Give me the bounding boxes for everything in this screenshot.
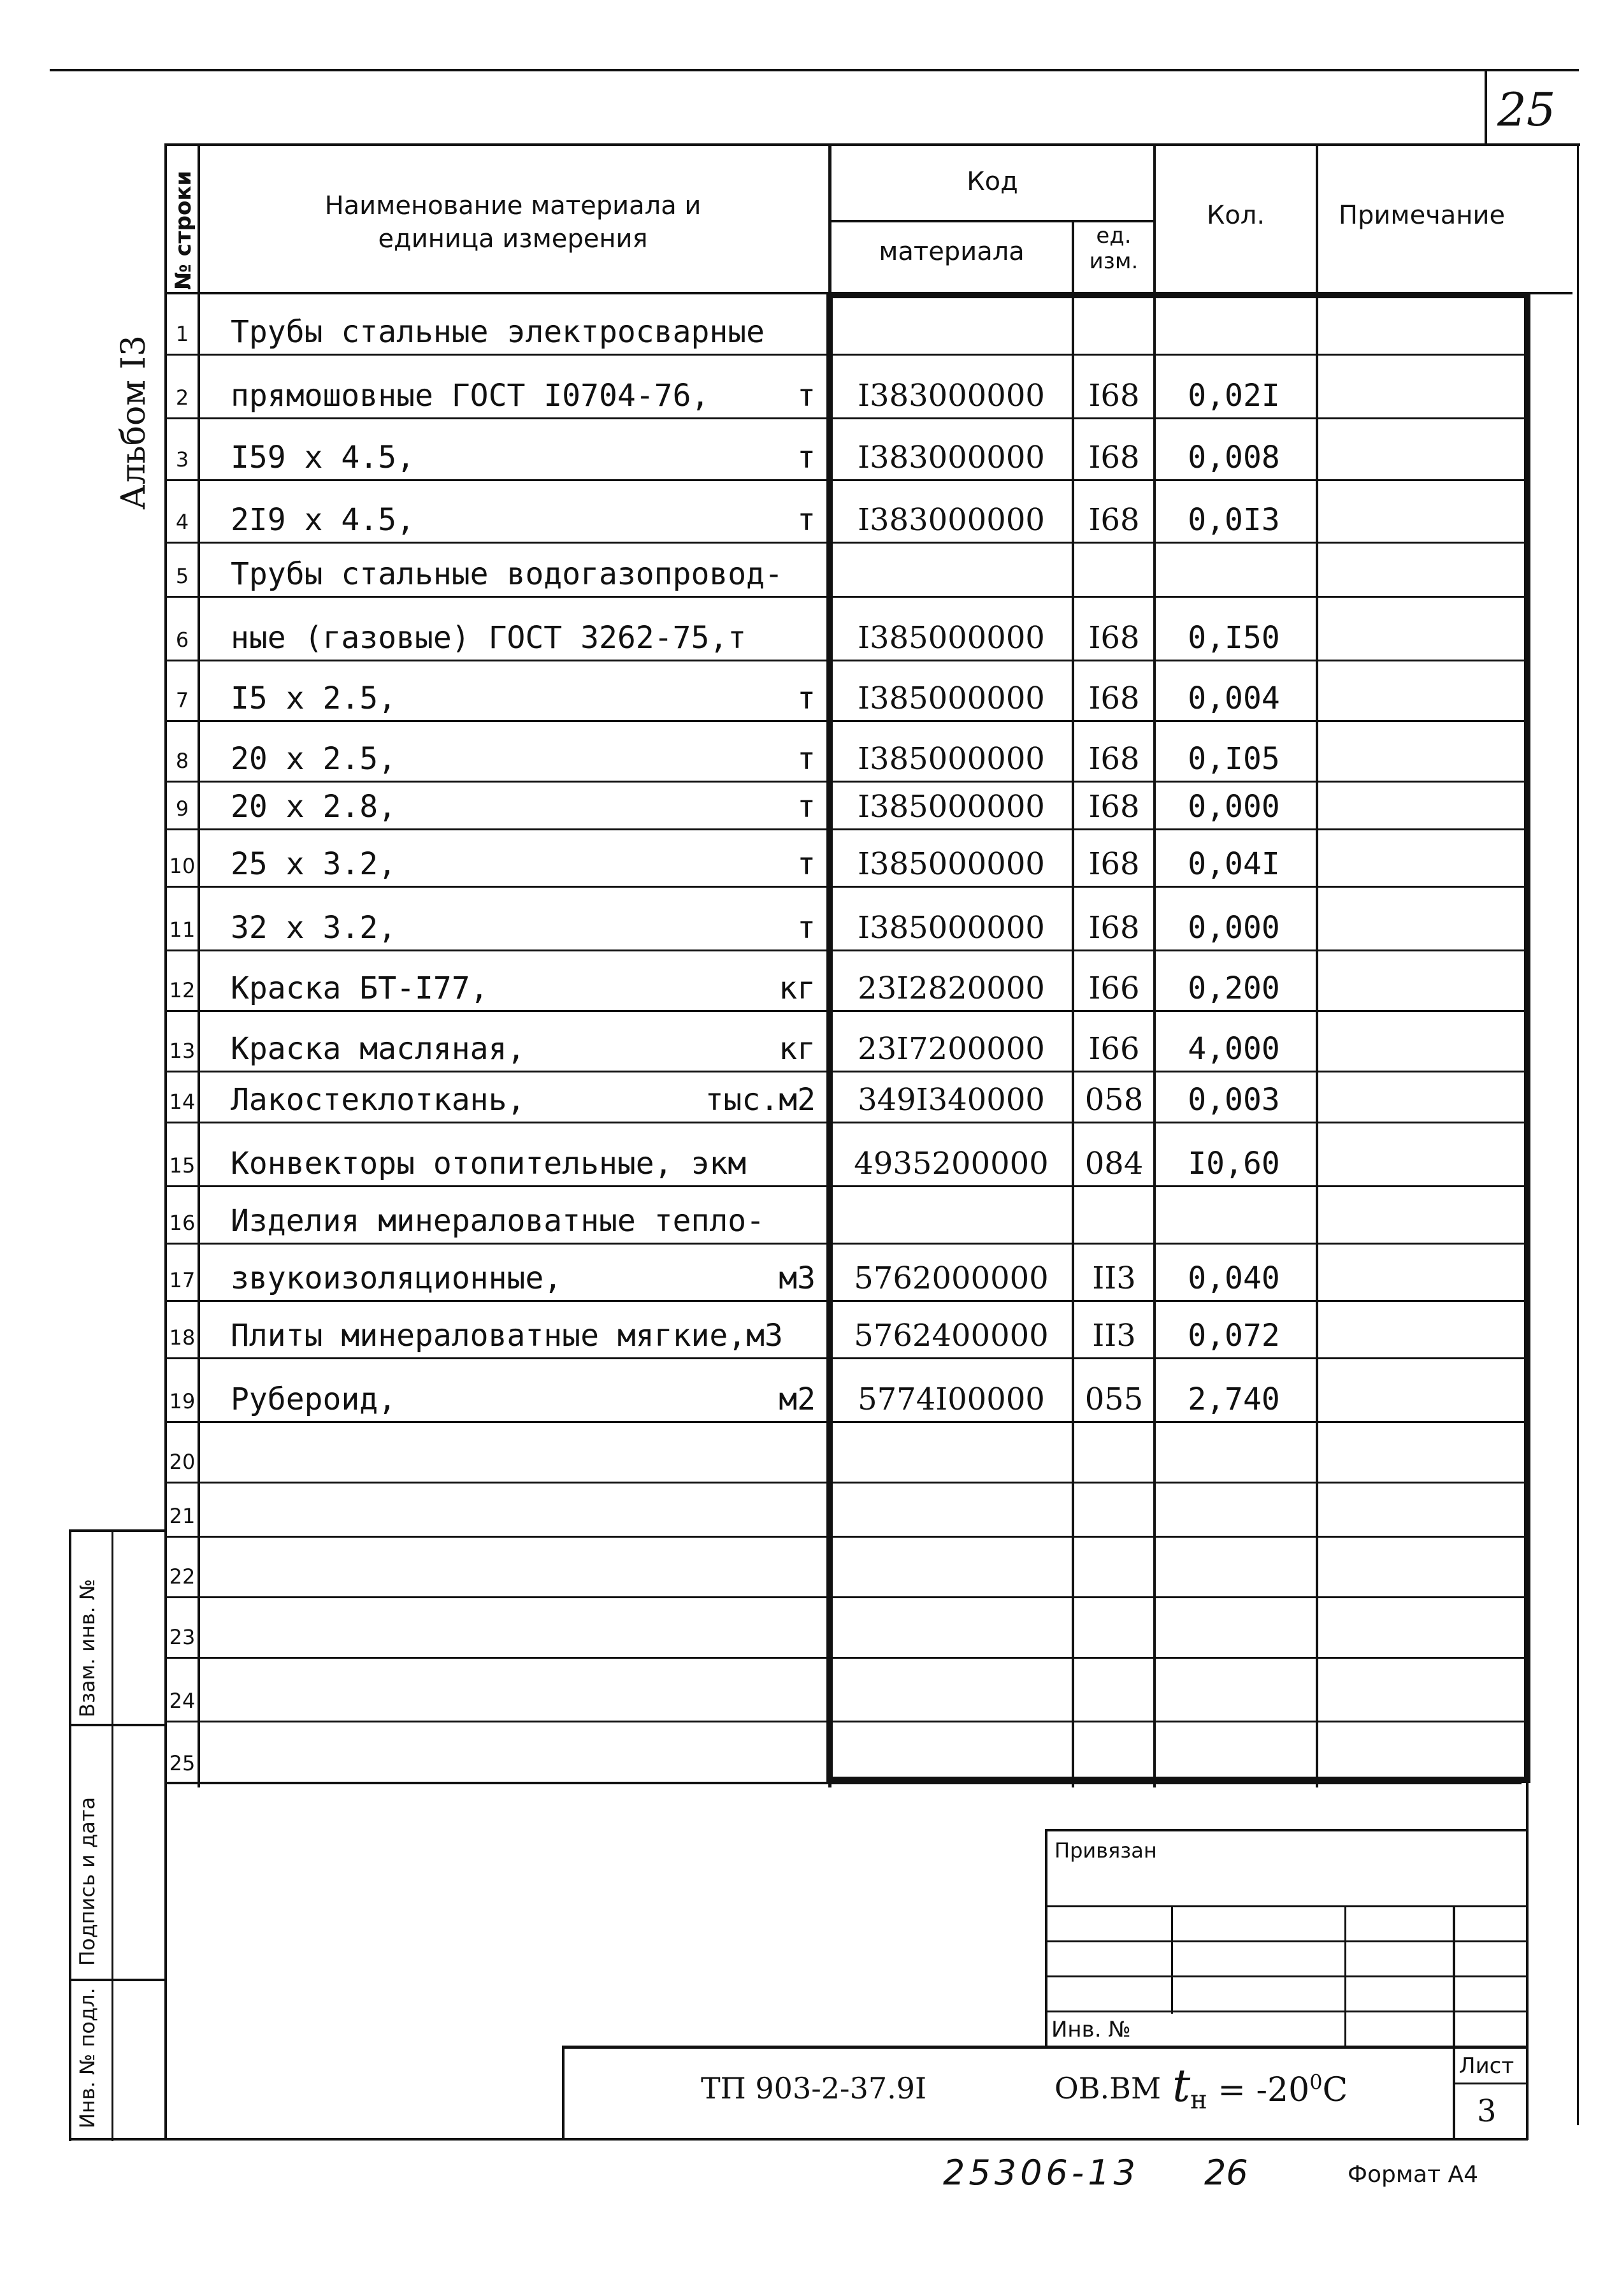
row-code: 349I340000 <box>858 1082 1045 1118</box>
row-quantity: 0,000 <box>1188 910 1280 946</box>
top-rule <box>50 69 1579 71</box>
row-quantity: 0,02I <box>1188 378 1280 414</box>
mark: ОВ.ВМ <box>1054 2071 1162 2105</box>
row-unit-code: II3 <box>1092 1260 1136 1296</box>
row-code: I383000000 <box>858 440 1045 475</box>
row-number: 7 <box>175 688 189 712</box>
row-unit: т <box>797 440 816 475</box>
row-unit: т <box>797 378 816 414</box>
stamp-vzam-inv: Взам. инв. № <box>75 1578 99 1717</box>
row-quantity: 0,008 <box>1188 440 1280 475</box>
row-name: I5 x 2.5, <box>231 681 397 716</box>
header-code-unit-2: изм. <box>1089 249 1139 274</box>
row-unit: т <box>797 681 816 716</box>
row-unit-code: 055 <box>1084 1382 1144 1417</box>
temp-degree: 0 <box>1309 2070 1323 2095</box>
list-label: Лист <box>1459 2053 1515 2079</box>
right-outer-border <box>1577 143 1579 2125</box>
header-note: Примечание <box>1338 201 1506 230</box>
sheet-number-top: 25 <box>1497 83 1556 136</box>
row-name: 32 x 3.2, <box>231 910 397 946</box>
row-number: 8 <box>175 749 189 773</box>
row-code: I385000000 <box>858 741 1045 777</box>
footer-number: 25306-13 <box>943 2153 1139 2193</box>
header-code-material: материала <box>879 237 1025 266</box>
row-separator <box>166 1185 1529 1187</box>
row-quantity: 0,0I3 <box>1188 502 1280 538</box>
row-code: I385000000 <box>858 681 1045 716</box>
row-separator <box>166 828 1529 830</box>
row-separator <box>166 1721 1529 1722</box>
row-code: I383000000 <box>858 378 1045 414</box>
row-name: 20 x 2.5, <box>231 741 397 777</box>
row-unit-code: 084 <box>1084 1146 1144 1181</box>
row-quantity: 0,000 <box>1188 789 1280 825</box>
row-name: Конвекторы отопительные, экм <box>231 1146 747 1181</box>
row-number: 6 <box>175 628 189 652</box>
row-quantity: 0,04I <box>1188 846 1280 882</box>
row-code: I385000000 <box>858 620 1045 656</box>
row-quantity: 0,200 <box>1188 971 1280 1006</box>
row-code: 23I2820000 <box>858 971 1045 1006</box>
row-unit: т <box>797 741 816 777</box>
sheet-number-box-left <box>1485 69 1487 145</box>
row-number: 5 <box>175 564 189 588</box>
header-name-line1: Наименование материала и <box>324 191 702 220</box>
header-qty: Кол. <box>1206 201 1265 230</box>
row-quantity: 0,040 <box>1188 1260 1280 1296</box>
row-separator <box>166 1357 1529 1359</box>
row-code: 5762000000 <box>854 1260 1049 1296</box>
row-separator <box>166 720 1529 722</box>
row-unit-code: I68 <box>1088 502 1140 538</box>
row-code: 5762400000 <box>854 1318 1049 1354</box>
sheet-number-box-bottom <box>164 143 1580 146</box>
row-separator <box>166 1482 1529 1484</box>
row-separator <box>166 781 1529 783</box>
row-number: 16 <box>169 1211 196 1235</box>
stamp-podpis-data: Подпись и дата <box>75 1796 99 1966</box>
row-unit-code: I68 <box>1088 620 1140 656</box>
row-code: I385000000 <box>858 846 1045 882</box>
row-number: 20 <box>169 1450 196 1474</box>
row-quantity: 0,I50 <box>1188 620 1280 656</box>
row-quantity: 0,072 <box>1188 1318 1280 1354</box>
privyazan-label: Привязан <box>1054 1838 1157 1863</box>
row-number: 3 <box>175 447 189 472</box>
header-row-no: № строки <box>171 170 196 290</box>
row-number: 19 <box>169 1389 196 1413</box>
row-unit-code: I68 <box>1088 910 1140 946</box>
row-quantity: 0,004 <box>1188 681 1280 716</box>
row-name: Трубы стальные водогазопровод- <box>231 556 783 592</box>
row-code: 4935200000 <box>854 1146 1049 1181</box>
row-separator <box>166 886 1529 888</box>
row-number: 17 <box>169 1268 196 1292</box>
album-label: Альбом I3 <box>115 335 153 510</box>
row-unit: кг <box>779 1031 816 1067</box>
list-value: 3 <box>1477 2093 1497 2129</box>
row-number: 4 <box>175 510 189 534</box>
row-unit-code: I68 <box>1088 846 1140 882</box>
row-unit-code: I68 <box>1088 789 1140 825</box>
row-unit: т <box>797 502 816 538</box>
row-unit-code: I68 <box>1088 378 1140 414</box>
row-unit: тыс.м2 <box>705 1082 816 1118</box>
row-name: Рубероид, <box>231 1382 397 1417</box>
row-number: 9 <box>175 797 189 821</box>
designation: ТП 903-2-37.9I <box>701 2071 927 2105</box>
row-unit-code: I68 <box>1088 440 1140 475</box>
row-name: Изделия минераловатные тепло- <box>231 1203 765 1239</box>
row-separator <box>166 1010 1529 1012</box>
row-unit-code: I68 <box>1088 681 1140 716</box>
row-unit-code: 058 <box>1084 1082 1144 1118</box>
temp-value: = -20 <box>1207 2071 1310 2109</box>
row-code: 5774I00000 <box>858 1382 1045 1417</box>
temp-unit: С <box>1322 2071 1348 2109</box>
row-number: 22 <box>169 1564 196 1589</box>
row-number: 1 <box>175 322 189 346</box>
row-unit-code: I68 <box>1088 741 1140 777</box>
row-name: звукоизоляционные, <box>231 1260 563 1296</box>
row-name: I59 x 4.5, <box>231 440 415 475</box>
row-name: ные (газовые) ГОСТ 3262-75,т <box>231 620 747 656</box>
row-number: 14 <box>169 1090 196 1114</box>
row-separator <box>166 1596 1529 1598</box>
row-quantity: I0,60 <box>1188 1146 1280 1181</box>
inv-no-label: Инв. № <box>1051 2017 1131 2042</box>
row-quantity: 0,003 <box>1188 1082 1280 1118</box>
row-separator <box>166 1071 1529 1072</box>
row-separator <box>166 542 1529 544</box>
row-unit-code: II3 <box>1092 1318 1136 1354</box>
row-number: 13 <box>169 1039 196 1063</box>
footer-extra: 26 <box>1204 2153 1248 2193</box>
row-separator <box>166 1122 1529 1123</box>
row-separator <box>166 417 1529 419</box>
row-name: прямошовные ГОСТ I0704-76, <box>231 378 710 414</box>
row-name: Плиты минераловатные мягкие,м3 <box>231 1318 783 1354</box>
row-separator <box>166 1536 1529 1538</box>
header-code-unit-1: ед. <box>1096 223 1132 249</box>
row-number: 12 <box>169 978 196 1002</box>
row-number: 2 <box>175 386 189 410</box>
row-quantity: 2,740 <box>1188 1382 1280 1417</box>
row-name: Краска БТ-I77, <box>231 971 489 1006</box>
row-unit: т <box>797 846 816 882</box>
row-unit: м3 <box>779 1260 816 1296</box>
row-unit: т <box>797 910 816 946</box>
row-name: 25 x 3.2, <box>231 846 397 882</box>
row-unit-code: I66 <box>1088 1031 1140 1067</box>
row-number: 25 <box>169 1751 196 1775</box>
row-separator <box>166 1243 1529 1245</box>
row-quantity: 0,I05 <box>1188 741 1280 777</box>
row-separator <box>166 479 1529 481</box>
row-number: 15 <box>169 1153 196 1178</box>
row-code: 23I7200000 <box>858 1031 1045 1067</box>
header-name-line2: единица измерения <box>378 224 648 254</box>
row-unit: м2 <box>779 1382 816 1417</box>
row-separator <box>166 949 1529 951</box>
stamp-inv-podl: Инв. № подл. <box>75 1988 99 2128</box>
row-unit: кг <box>779 971 816 1006</box>
row-name: Трубы стальные электросварные <box>231 314 765 350</box>
row-separator <box>166 354 1529 356</box>
row-separator <box>166 596 1529 598</box>
row-separator <box>166 1657 1529 1659</box>
row-unit: т <box>797 789 816 825</box>
temp-subscript: н <box>1190 2085 1207 2115</box>
row-number: 24 <box>169 1689 196 1713</box>
row-name: Лакостеклоткань, <box>231 1082 526 1118</box>
row-number: 18 <box>169 1325 196 1350</box>
format-label: Формат А4 <box>1348 2162 1479 2188</box>
header-code: Код <box>967 167 1018 196</box>
row-code: I383000000 <box>858 502 1045 538</box>
row-code: I385000000 <box>858 789 1045 825</box>
row-name: Краска масляная, <box>231 1031 526 1067</box>
row-quantity: 4,000 <box>1188 1031 1280 1067</box>
row-name: 2I9 x 4.5, <box>231 502 415 538</box>
row-number: 23 <box>169 1625 196 1649</box>
row-unit-code: I66 <box>1088 971 1140 1006</box>
temp-symbol: t <box>1172 2060 1191 2112</box>
design-temperature <box>1172 2060 1348 2114</box>
row-number: 21 <box>169 1504 196 1528</box>
row-separator <box>166 1421 1529 1423</box>
row-name: 20 x 2.8, <box>231 789 397 825</box>
row-number: 10 <box>169 854 196 878</box>
row-code: I385000000 <box>858 910 1045 946</box>
row-separator <box>166 660 1529 661</box>
row-separator <box>166 1300 1529 1302</box>
row-number: 11 <box>169 918 196 942</box>
